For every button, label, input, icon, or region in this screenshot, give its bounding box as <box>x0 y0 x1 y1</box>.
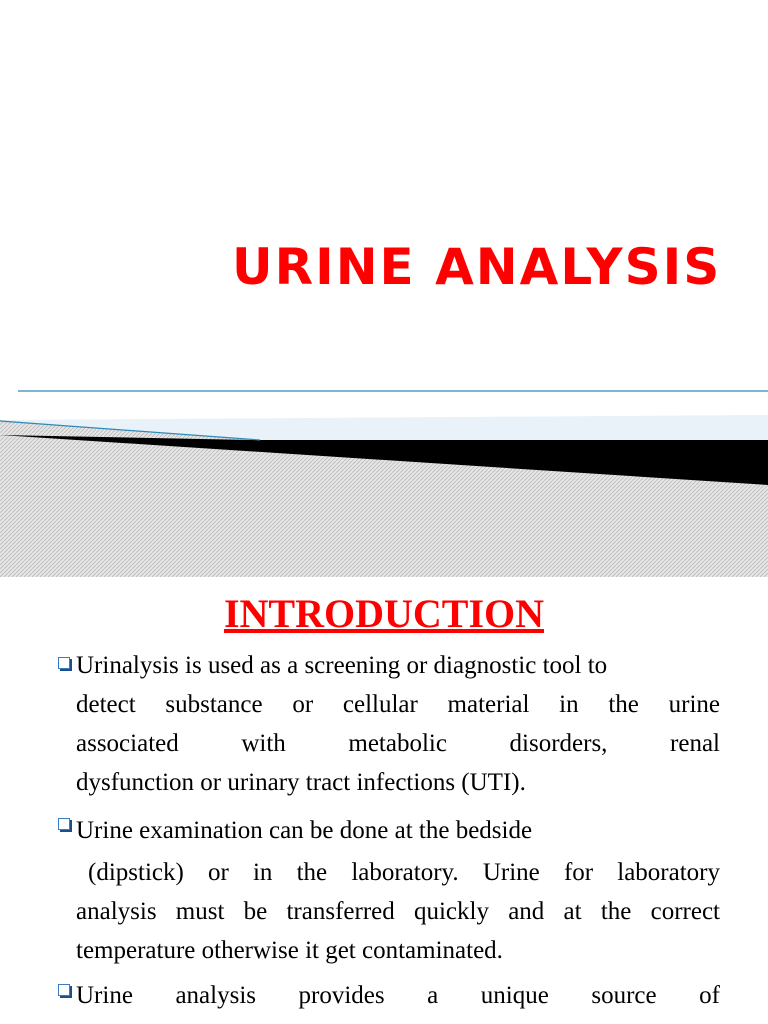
bullet-1 <box>76 646 720 802</box>
bullet-1-line-1: Urinalysis is used as a screening or diagnostic tool to <box>76 652 608 679</box>
bullet-1-line-3: associated with metabolic disorders, renal <box>76 730 720 757</box>
intro-heading: INTRODUCTION <box>223 591 545 636</box>
bullet-2 <box>76 809 720 970</box>
bullet-2-line-3: analysis must be transferred quickly and at the correct <box>76 898 720 925</box>
square-bullet-icon <box>58 984 70 996</box>
bullet-2-line-2: (dipstick) or in the laboratory. Urine for laboratory <box>88 859 720 886</box>
bullet-2-line-1: Urine examination can be done at the bedside <box>76 817 533 844</box>
square-bullet-icon <box>58 818 70 830</box>
bullet-1-line-2: detect substance or cellular material in the urine <box>76 691 720 718</box>
bullet-2-line-4: temperature otherwise it get contaminated. <box>76 937 503 964</box>
bullet-1-line-4: dysfunction or urinary tract infections (UTI). <box>76 769 526 796</box>
square-bullet-icon <box>58 657 70 669</box>
bullet-3 <box>76 976 720 1015</box>
bullet-3-line-1: Urine analysis provides a unique source of <box>76 982 720 1009</box>
slide-title: URINE ANALYSIS <box>232 238 722 296</box>
decorative-band <box>0 385 768 577</box>
